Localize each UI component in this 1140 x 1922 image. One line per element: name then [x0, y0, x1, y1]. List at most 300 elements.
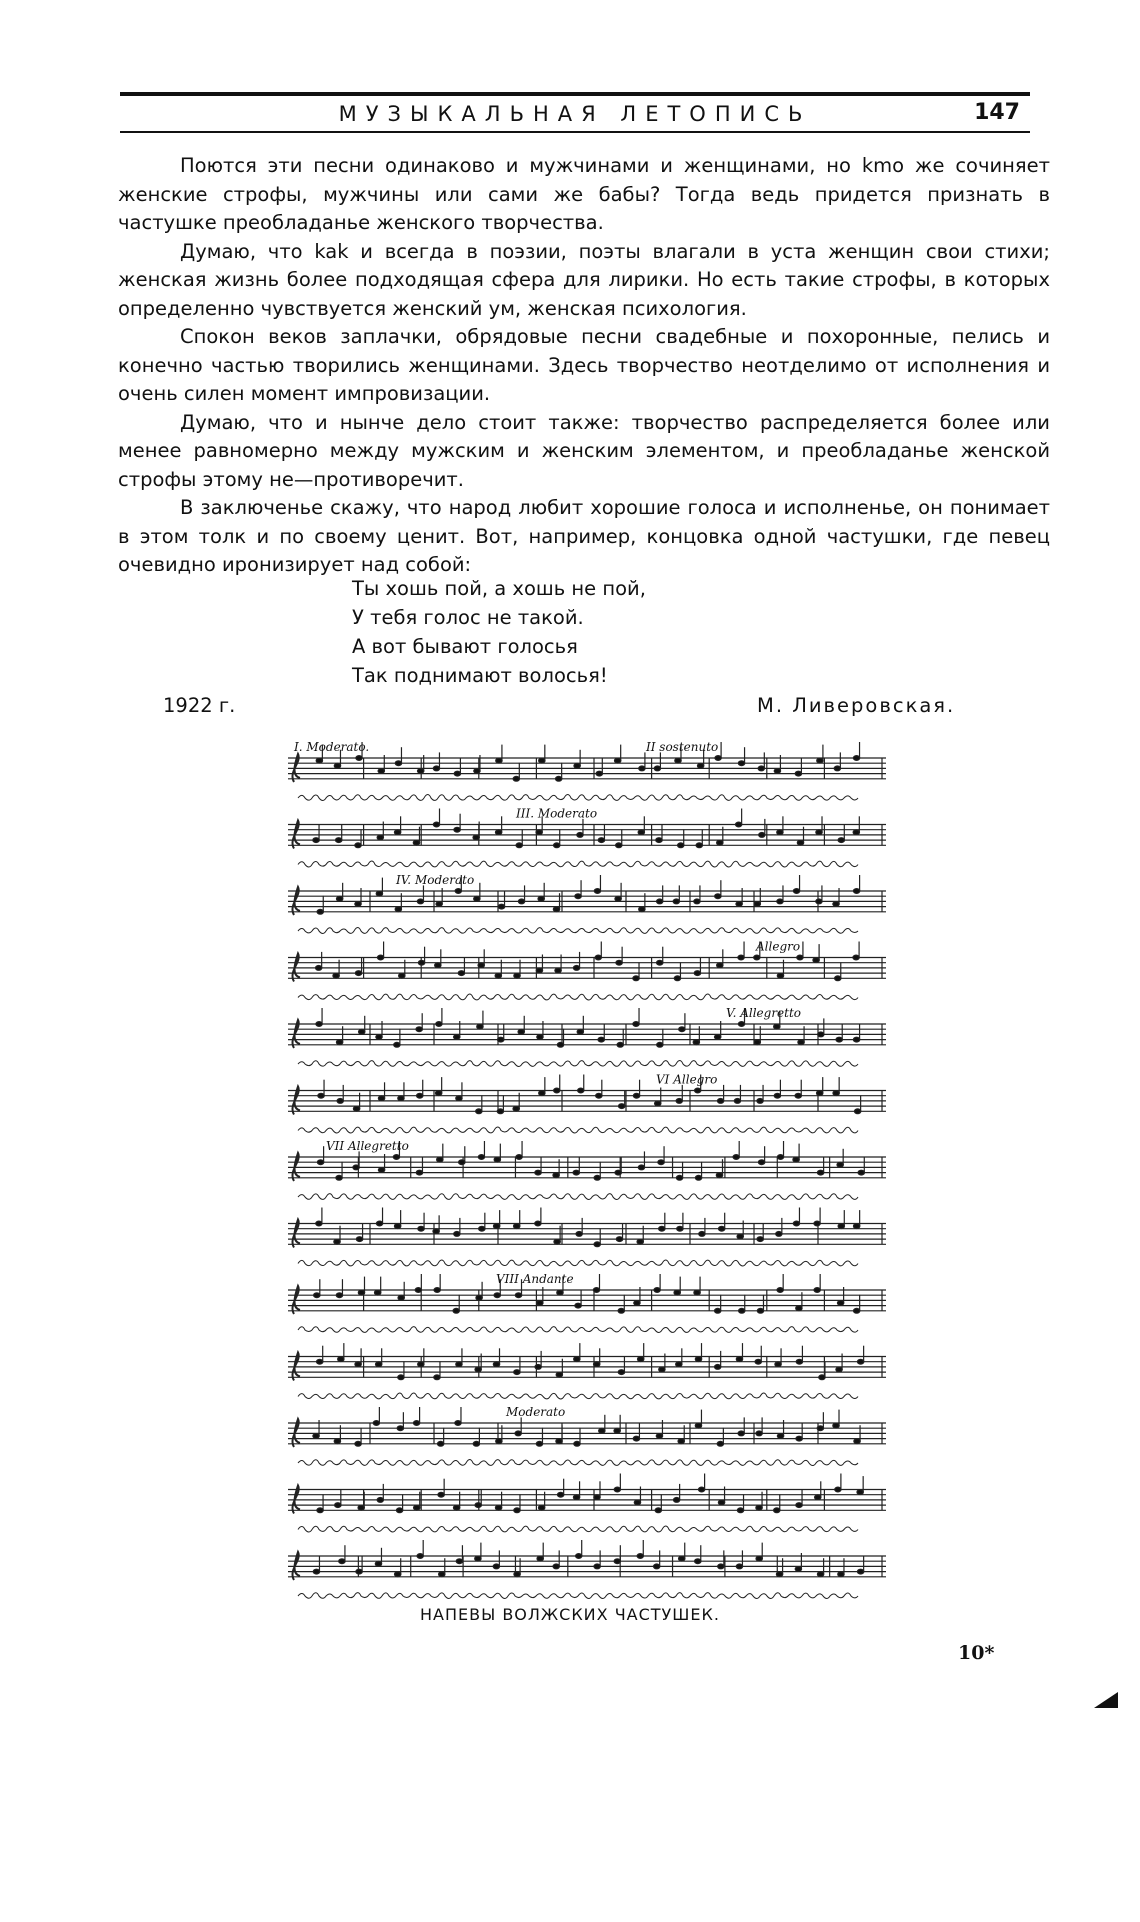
- note-head: [674, 1290, 680, 1295]
- note-head: [616, 1237, 622, 1242]
- note-head: [854, 1439, 860, 1444]
- note-head: [774, 1093, 780, 1098]
- note-head: [754, 902, 760, 907]
- note-head: [738, 1431, 744, 1436]
- note-head: [477, 1024, 483, 1029]
- note-head: [553, 1173, 559, 1178]
- note-head: [736, 1564, 742, 1569]
- note-head: [555, 776, 561, 781]
- note-head: [516, 1155, 522, 1160]
- note-head: [594, 889, 600, 894]
- note-head: [536, 1441, 542, 1446]
- poem-quatrain: [352, 574, 646, 690]
- tempo-marking: VII Allegretto: [326, 1139, 409, 1153]
- note-head: [675, 758, 681, 763]
- note-head: [637, 1554, 643, 1559]
- note-head: [694, 1290, 700, 1295]
- note-head: [336, 838, 342, 843]
- note-head: [335, 1503, 341, 1508]
- paragraph: Думаю, что и нынче дело стоит также: творчество распределяется более или менее равномерно между мужским и женским элементом, и преобладанье женской строфы этому не—противоречит.: [118, 410, 1050, 491]
- note-head: [395, 761, 401, 766]
- note-head: [639, 907, 645, 912]
- music-staff: [288, 1474, 886, 1532]
- note-head: [659, 1226, 665, 1231]
- note-head: [673, 1498, 679, 1503]
- note-head: [416, 1170, 422, 1175]
- note-head: [656, 899, 662, 904]
- running-header: [120, 98, 1030, 132]
- note-head: [496, 758, 502, 763]
- note-head: [758, 766, 764, 771]
- handwritten-lyrics: [298, 1526, 858, 1532]
- note-head: [777, 1288, 783, 1293]
- note-head: [638, 1165, 644, 1170]
- note-head: [515, 1431, 521, 1436]
- note-head: [854, 1109, 860, 1114]
- note-head: [614, 1487, 620, 1492]
- note-head: [835, 976, 841, 981]
- note-head: [716, 1173, 722, 1178]
- note-head: [437, 1441, 443, 1446]
- note-head: [717, 963, 723, 968]
- note-head: [453, 1505, 459, 1510]
- music-staff: [288, 1072, 886, 1133]
- note-head: [334, 763, 340, 768]
- header-rule-bottom: [120, 131, 1030, 133]
- note-head: [817, 1426, 823, 1431]
- printer-signature-mark: 10*: [958, 1642, 995, 1664]
- note-head: [598, 1037, 604, 1042]
- handwritten-lyrics: [298, 1460, 858, 1466]
- note-head: [576, 1232, 582, 1237]
- note-head: [853, 756, 859, 761]
- note-head: [819, 1375, 825, 1380]
- note-head: [857, 1569, 863, 1574]
- note-head: [797, 840, 803, 845]
- corner-ink-mark: [1092, 1690, 1120, 1710]
- note-head: [434, 1375, 440, 1380]
- note-head: [395, 1572, 401, 1577]
- note-head: [378, 769, 384, 774]
- note-head: [614, 1559, 620, 1564]
- note-head: [355, 971, 361, 976]
- note-head: [557, 1042, 563, 1047]
- note-head: [535, 1221, 541, 1226]
- note-head: [817, 1091, 823, 1096]
- note-head: [355, 1441, 361, 1446]
- note-head: [758, 1160, 764, 1165]
- note-head: [616, 960, 622, 965]
- note-head: [638, 830, 644, 835]
- tempo-marking: Allegro: [756, 939, 801, 954]
- note-head: [537, 1301, 543, 1306]
- note-head: [837, 1162, 843, 1167]
- note-head: [618, 1370, 624, 1375]
- note-head: [358, 1505, 364, 1510]
- note-head: [496, 1439, 502, 1444]
- author-signature: М. Ливеровская.: [757, 694, 956, 717]
- note-head: [754, 1040, 760, 1045]
- note-head: [777, 899, 783, 904]
- note-head: [674, 976, 680, 981]
- note-head: [575, 1303, 581, 1308]
- note-head: [434, 1288, 440, 1293]
- note-head: [395, 907, 401, 912]
- note-head: [573, 1495, 579, 1500]
- note-head: [455, 889, 461, 894]
- note-head: [594, 1564, 600, 1569]
- note-head: [596, 1093, 602, 1098]
- note-head: [454, 1035, 460, 1040]
- note-head: [353, 1106, 359, 1111]
- note-head: [494, 1157, 500, 1162]
- music-staff: [288, 1343, 886, 1399]
- note-head: [553, 1564, 559, 1569]
- note-head: [853, 1037, 859, 1042]
- note-head: [735, 822, 741, 827]
- note-head: [414, 1505, 420, 1510]
- note-head: [316, 758, 322, 763]
- note-head: [775, 1362, 781, 1367]
- note-head: [556, 1439, 562, 1444]
- note-head: [816, 830, 822, 835]
- tempo-marking: IV. Moderato: [396, 873, 475, 887]
- note-head: [538, 1505, 544, 1510]
- note-head: [776, 1572, 782, 1577]
- music-staff: [288, 1407, 886, 1465]
- note-head: [378, 1096, 384, 1101]
- note-head: [418, 960, 424, 965]
- note-head: [493, 1224, 499, 1229]
- note-head: [536, 968, 542, 973]
- note-head: [858, 1170, 864, 1175]
- handwritten-lyrics: [298, 1194, 858, 1200]
- note-head: [355, 1362, 361, 1367]
- note-head: [834, 766, 840, 771]
- note-head: [737, 1508, 743, 1513]
- note-head: [398, 1096, 404, 1101]
- note-head: [795, 1567, 801, 1572]
- note-head: [676, 1362, 682, 1367]
- note-head: [377, 835, 383, 840]
- note-head: [336, 1293, 342, 1298]
- note-head: [376, 1221, 382, 1226]
- handwritten-lyrics: [298, 1061, 858, 1067]
- note-head: [514, 973, 520, 978]
- note-head: [818, 1032, 824, 1037]
- poem-line: Ты хошь пой, а хошь не пой,: [352, 577, 646, 600]
- note-head: [715, 756, 721, 761]
- note-head: [417, 769, 423, 774]
- note-head: [637, 1357, 643, 1362]
- note-head: [717, 1441, 723, 1446]
- note-head: [633, 1436, 639, 1441]
- note-head: [514, 1224, 520, 1229]
- note-head: [377, 1498, 383, 1503]
- note-head: [619, 1104, 625, 1109]
- note-head: [796, 1503, 802, 1508]
- note-head: [474, 769, 480, 774]
- note-head: [339, 1559, 345, 1564]
- note-head: [718, 1500, 724, 1505]
- note-head: [678, 1439, 684, 1444]
- note-head: [438, 1492, 444, 1497]
- note-head: [317, 1359, 323, 1364]
- note-head: [555, 968, 561, 973]
- handwritten-lyrics: [298, 1127, 858, 1133]
- article-body: [118, 152, 1050, 580]
- note-head: [417, 1093, 423, 1098]
- note-head: [594, 1242, 600, 1247]
- note-head: [656, 1434, 662, 1439]
- note-head: [417, 899, 423, 904]
- note-head: [478, 1155, 484, 1160]
- note-head: [777, 1155, 783, 1160]
- note-head: [317, 1160, 323, 1165]
- note-head: [399, 973, 405, 978]
- note-head: [679, 1027, 685, 1032]
- note-head: [596, 771, 602, 776]
- note-head: [454, 771, 460, 776]
- note-head: [793, 1157, 799, 1162]
- handwritten-lyrics: [298, 1393, 858, 1399]
- tempo-marking: III. Moderato: [516, 806, 598, 821]
- note-head: [314, 1293, 320, 1298]
- note-head: [717, 1099, 723, 1104]
- note-head: [634, 1301, 640, 1306]
- note-head: [537, 1556, 543, 1561]
- note-head: [439, 1572, 445, 1577]
- note-head: [654, 1288, 660, 1293]
- note-head: [356, 756, 362, 761]
- note-head: [535, 1170, 541, 1175]
- note-head: [737, 1234, 743, 1239]
- note-head: [657, 1042, 663, 1047]
- note-head: [356, 1569, 362, 1574]
- note-head: [495, 1505, 501, 1510]
- note-head: [456, 1096, 462, 1101]
- note-head: [795, 771, 801, 776]
- note-head: [493, 1564, 499, 1569]
- note-head: [576, 1554, 582, 1559]
- note-head: [756, 1505, 762, 1510]
- note-head: [837, 1301, 843, 1306]
- note-head: [774, 1024, 780, 1029]
- note-head: [398, 1375, 404, 1380]
- note-head: [394, 1042, 400, 1047]
- running-title: МУЗЫКАЛЬНАЯ ЛЕТОПИСЬ: [338, 102, 812, 126]
- note-head: [857, 1359, 863, 1364]
- note-head: [676, 1175, 682, 1180]
- paragraph: В заключенье скажу, что народ любит хорошие голоса и исполненье, он понимает в этом толк и по своему ценит. Вот, например, концовка одной частушки, где певец очевидно иронизирует над собой:: [118, 496, 1050, 576]
- note-head: [777, 1434, 783, 1439]
- note-head: [738, 955, 744, 960]
- note-head: [678, 843, 684, 848]
- note-head: [679, 1556, 685, 1561]
- note-head: [557, 1290, 563, 1295]
- note-head: [358, 1290, 364, 1295]
- note-head: [655, 1101, 661, 1106]
- note-head: [699, 1232, 705, 1237]
- note-head: [516, 843, 522, 848]
- note-head: [474, 896, 480, 901]
- handwritten-lyrics: [298, 795, 858, 801]
- music-staff: [288, 1274, 886, 1332]
- tempo-marking: V. Allegretto: [726, 1006, 802, 1020]
- note-head: [657, 960, 663, 965]
- note-head: [479, 1226, 485, 1231]
- note-head: [535, 1365, 541, 1370]
- note-head: [336, 1040, 342, 1045]
- note-head: [478, 963, 484, 968]
- note-head: [355, 843, 361, 848]
- note-head: [695, 1423, 701, 1428]
- tempo-marking: VI Allegro: [656, 1072, 718, 1087]
- music-score-image: [286, 740, 892, 1922]
- note-head: [539, 1091, 545, 1096]
- note-head: [798, 1040, 804, 1045]
- note-head: [796, 1436, 802, 1441]
- note-head: [495, 973, 501, 978]
- note-head: [695, 1357, 701, 1362]
- note-head: [355, 902, 361, 907]
- note-head: [817, 758, 823, 763]
- note-head: [538, 896, 544, 901]
- note-head: [653, 1564, 659, 1569]
- note-head: [415, 1288, 421, 1293]
- note-head: [539, 758, 545, 763]
- note-head: [336, 1175, 342, 1180]
- note-head: [696, 843, 702, 848]
- note-head: [334, 1439, 340, 1444]
- note-head: [656, 838, 662, 843]
- note-head: [754, 955, 760, 960]
- note-head: [494, 1293, 500, 1298]
- note-head: [833, 1091, 839, 1096]
- note-head: [835, 1487, 841, 1492]
- note-head: [476, 1109, 482, 1114]
- note-head: [618, 1308, 624, 1313]
- note-head: [513, 1106, 519, 1111]
- note-head: [398, 1295, 404, 1300]
- note-head: [337, 1099, 343, 1104]
- note-head: [857, 1490, 863, 1495]
- tempo-marking: Moderato: [506, 1405, 566, 1419]
- note-head: [554, 1239, 560, 1244]
- note-head: [814, 1221, 820, 1226]
- note-head: [614, 1428, 620, 1433]
- note-head: [556, 1372, 562, 1377]
- note-head: [437, 1157, 443, 1162]
- note-head: [633, 976, 639, 981]
- note-head: [793, 889, 799, 894]
- poem-line: А вот бывают голосья: [352, 635, 578, 658]
- note-head: [578, 1088, 584, 1093]
- note-head: [836, 1037, 842, 1042]
- note-head: [833, 902, 839, 907]
- note-head: [316, 1221, 322, 1226]
- note-head: [515, 1293, 521, 1298]
- note-head: [637, 1239, 643, 1244]
- note-head: [595, 955, 601, 960]
- note-head: [315, 966, 321, 971]
- note-head: [317, 909, 323, 914]
- note-head: [377, 955, 383, 960]
- note-head: [418, 1362, 424, 1367]
- note-head: [593, 1362, 599, 1367]
- note-head: [373, 1421, 379, 1426]
- note-head: [394, 830, 400, 835]
- note-head: [796, 1306, 802, 1311]
- note-head: [797, 955, 803, 960]
- note-head: [513, 776, 519, 781]
- note-head: [435, 963, 441, 968]
- note-head: [394, 1224, 400, 1229]
- handwritten-lyrics: [298, 861, 858, 867]
- note-head: [838, 1572, 844, 1577]
- note-head: [833, 1423, 839, 1428]
- note-head: [853, 889, 859, 894]
- note-head: [614, 758, 620, 763]
- note-head: [433, 1229, 439, 1234]
- poem-line: Так поднимают волосья!: [352, 664, 608, 687]
- note-head: [718, 1226, 724, 1231]
- note-head: [755, 1359, 761, 1364]
- note-head: [715, 894, 721, 899]
- note-head: [313, 838, 319, 843]
- note-head: [573, 1170, 579, 1175]
- note-head: [757, 1308, 763, 1313]
- note-head: [575, 894, 581, 899]
- note-head: [694, 1088, 700, 1093]
- note-head: [497, 1109, 503, 1114]
- note-head: [814, 1288, 820, 1293]
- note-head: [853, 1224, 859, 1229]
- note-head: [374, 1290, 380, 1295]
- note-head: [655, 1508, 661, 1513]
- note-head: [774, 1508, 780, 1513]
- note-head: [738, 761, 744, 766]
- note-head: [375, 1362, 381, 1367]
- note-head: [677, 1226, 683, 1231]
- note-head: [436, 1022, 442, 1027]
- note-head: [757, 1099, 763, 1104]
- note-head: [817, 1170, 823, 1175]
- note-head: [353, 1165, 359, 1170]
- note-head: [577, 1029, 583, 1034]
- note-head: [853, 830, 859, 835]
- note-head: [473, 835, 479, 840]
- note-head: [756, 1431, 762, 1436]
- note-head: [717, 840, 723, 845]
- note-head: [639, 766, 645, 771]
- note-head: [718, 1564, 724, 1569]
- note-head: [498, 1037, 504, 1042]
- note-head: [313, 1434, 319, 1439]
- note-head: [714, 1035, 720, 1040]
- note-head: [736, 902, 742, 907]
- note-head: [473, 1441, 479, 1446]
- note-head: [633, 1093, 639, 1098]
- note-head: [378, 1168, 384, 1173]
- note-head: [673, 899, 679, 904]
- note-head: [456, 1559, 462, 1564]
- note-head: [495, 830, 501, 835]
- note-head: [393, 1155, 399, 1160]
- note-head: [397, 1426, 403, 1431]
- note-head: [634, 1500, 640, 1505]
- note-head: [695, 1559, 701, 1564]
